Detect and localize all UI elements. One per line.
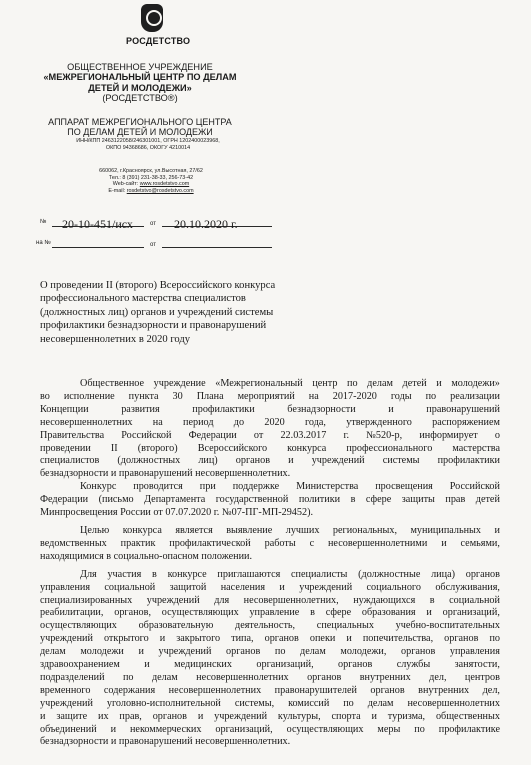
paragraph bbox=[40, 525, 500, 564]
apparat-name bbox=[40, 117, 240, 137]
paragraph bbox=[40, 378, 500, 481]
body-line: Минпросвещения России от 07.07.2020 г. №07-ПГ-МП-29452). bbox=[40, 507, 314, 519]
body-line: учреждений открытого и закрытого типа, органов опеки и попечительства, органов по bbox=[40, 633, 500, 645]
body-line: во исполнение пункта 30 Плана мероприятий на 2017-2020 годы по реализации bbox=[40, 390, 500, 402]
apparat-line: ПО ДЕЛАМ ДЕТЕЙ И МОЛОДЕЖИ bbox=[67, 127, 213, 137]
body-line: безнадзорности и правонарушений несовершеннолетних. bbox=[40, 468, 291, 480]
body-line: делам молодежи и учреждений органов по делам молодежи, органов управления bbox=[40, 646, 500, 658]
organization-name bbox=[40, 62, 240, 104]
body-line: Общественное учреждение «Межрегиональный центр по делам детей и молодежи» bbox=[80, 378, 500, 389]
letter-body bbox=[40, 378, 500, 749]
org-line: «МЕЖРЕГИОНАЛЬНЫЙ ЦЕНТР ПО ДЕЛАМ bbox=[43, 72, 237, 83]
subject-line: О проведении II (второго) Всероссийского конкурса bbox=[40, 280, 276, 291]
website-row bbox=[76, 181, 226, 188]
requisites-line: ОКПО 94368686, ОКОГУ 4210014 bbox=[105, 144, 191, 151]
body-line: ведомственных практик профилактической работы с несовершеннолетними и семьями, bbox=[40, 537, 500, 549]
ref-date-label: от bbox=[150, 242, 156, 248]
body-line: Концепции развития профилактики безнадзорности и правонарушений bbox=[40, 403, 500, 415]
body-line: реабилитации, органов, осуществляющих управление в сфере образования и организаций, bbox=[40, 607, 500, 619]
org-logo bbox=[126, 4, 191, 46]
body-line: находящимися в социально-опасном положении. bbox=[40, 550, 253, 562]
apparat-line: АППАРАТ МЕЖРЕГИОНАЛЬНОГО ЦЕНТРА bbox=[48, 117, 232, 127]
body-line: Целью конкурса является выявление лучших региональных, муниципальных и bbox=[80, 524, 500, 536]
body-line: здравоохранением и медицинских организаций, органов службы занятости, bbox=[40, 659, 500, 671]
body-line: Для участия в конкурсе приглашаются специалисты (должностные лица) органов bbox=[80, 568, 500, 580]
email-link[interactable]: rosdetstvo@rosdetstvo.com bbox=[126, 187, 194, 194]
website-link[interactable]: www.rosdetstvo.com bbox=[139, 181, 190, 188]
body-line: учреждений уголовно-исполнительной системы, комиссий по делам несовершеннолетних bbox=[40, 697, 500, 709]
email-label: E-mail: bbox=[108, 187, 126, 194]
website-label: Web-сайт: bbox=[112, 181, 139, 188]
letter-subject bbox=[40, 279, 330, 346]
logo-text: РОСДЕТСТВО bbox=[126, 36, 191, 46]
subject-line: (должностных лиц) органов и учреждений системы bbox=[40, 306, 274, 318]
org-line: ОБЩЕСТВЕННОЕ УЧРЕЖДЕНИЕ bbox=[67, 62, 213, 72]
number-label: № bbox=[40, 219, 47, 225]
body-line: Конкурс проводится при поддержке Министерства просвещения Российской bbox=[80, 481, 500, 493]
outgoing-date: 20.10.2020 г. bbox=[174, 217, 238, 231]
requisites bbox=[58, 138, 238, 151]
outgoing-number: 20-10-451/исх bbox=[62, 217, 133, 231]
body-line: Федерации (письмо Департамента государственной политики в сфере защиты прав детей bbox=[40, 494, 500, 506]
emblem-icon bbox=[141, 4, 163, 32]
body-line: Правительства Российской Федерации от 22.03.2017 г. №520-р, информирует о bbox=[40, 429, 500, 441]
ref-date-underline bbox=[162, 247, 272, 248]
body-line: специалистов (должностных лиц) органов и учреждений системы профилактики bbox=[40, 455, 500, 467]
paragraph bbox=[40, 481, 500, 520]
subject-line: профессионального мастерства специалистов bbox=[40, 293, 246, 305]
org-line: ДЕТЕЙ И МОЛОДЕЖИ» bbox=[88, 82, 192, 93]
body-line: подразделений по делам несовершеннолетних органов внутренних дел, центров bbox=[40, 671, 500, 683]
org-line: (РОСДЕТСТВО®) bbox=[102, 93, 178, 104]
body-line: специализированных учреждений для несовершеннолетних, нуждающихся в социальной bbox=[40, 594, 500, 606]
ref-number-underline bbox=[52, 247, 144, 248]
body-line: осуществляющих образовательную деятельность, специальных учебно-воспитательных bbox=[40, 620, 500, 632]
body-line: объединений и некоммерческих организаций, осуществляющих меры по профилактике bbox=[40, 723, 500, 735]
paragraph bbox=[40, 569, 500, 750]
requisites-line: ИНН/КПП 2463122058/246301001, ОГРН 1202400023968, bbox=[76, 138, 220, 144]
subject-line: профилактики безнадзорности и правонарушений bbox=[40, 320, 267, 332]
contacts bbox=[76, 168, 226, 194]
body-line: управления социальной защитой населения и учреждений социального обслуживания, bbox=[40, 581, 500, 593]
phone: Тел.: 8 (391) 231-38-33, 256-73-42 bbox=[108, 174, 194, 181]
body-line: проведении II (второго) Всероссийского конкурса профессионального мастерства bbox=[40, 442, 500, 454]
date-label: от bbox=[150, 221, 156, 227]
body-line: безнадзорности и правонарушений несовершеннолетних. bbox=[40, 736, 291, 748]
body-line: и защите их прав, органов и учреждений культуры, спорта и туризма, общественных bbox=[40, 710, 500, 722]
email-row bbox=[76, 188, 226, 195]
subject-line: несовершеннолетних в 2020 году bbox=[40, 333, 191, 345]
body-line: несовершеннолетних на период до 2020 года, утвержденного распоряжением bbox=[40, 416, 500, 428]
body-line: временного содержания несовершеннолетних правонарушителей органов внутренних дел, bbox=[40, 684, 500, 696]
address: 660062, г.Красноярск, ул.Высотная, 27/62 bbox=[99, 168, 203, 174]
ref-number-label: на № bbox=[36, 240, 51, 246]
